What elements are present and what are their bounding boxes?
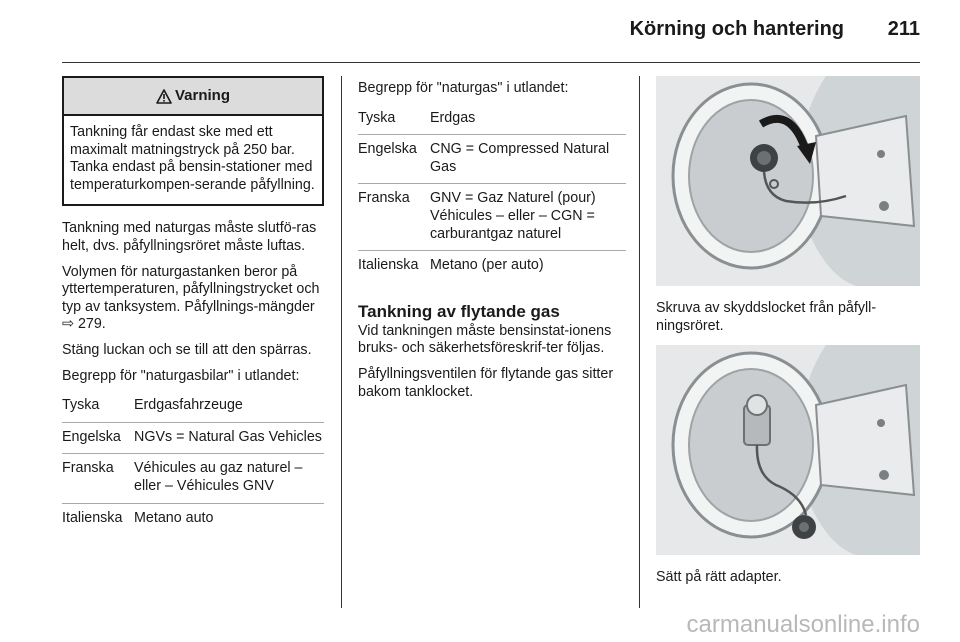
image-caption: Sätt på rätt adapter. (656, 569, 782, 586)
section-heading: Tankning av flytande gas (358, 301, 560, 321)
table-row (358, 135, 626, 184)
language-cell: Franska (62, 460, 114, 477)
language-cell: Tyska (62, 397, 100, 414)
table-caption: Begrepp för "naturgasbilar" i utlandet: (62, 367, 300, 384)
page-number: 211 (887, 18, 920, 40)
image-caption: Skruva av skyddslocket från påfyll-ningsröret. (656, 300, 877, 334)
adapter-fitting-image (656, 345, 920, 555)
column-left (62, 76, 324, 534)
term-cell: Véhicules au gaz naturel – eller – Véhicules GNV (134, 460, 303, 494)
table-row (62, 454, 324, 503)
language-cell: Tyska (358, 109, 396, 126)
language-cell: Engelska (62, 428, 121, 445)
term-cell: Erdgasfahrzeuge (134, 397, 243, 414)
term-cell: Metano (per auto) (430, 257, 544, 274)
page-header-title: Körning och hantering (629, 18, 844, 40)
term-cell: NGVs = Natural Gas Vehicles (134, 428, 322, 445)
watermark: carmanualsonline.info (686, 611, 920, 638)
table-row (358, 184, 626, 251)
language-cell: Italienska (62, 509, 123, 526)
table-row (62, 504, 324, 535)
terms-table-vehicles (62, 391, 324, 534)
paragraph: Stäng luckan och se till att den spärras. (62, 341, 312, 358)
paragraph: Tankning med naturgas måste slutfö-ras helt, dvs. påfyllningsröret måste luftas. (62, 220, 317, 254)
paragraph: Påfyllningsventilen för flytande gas sitter bakom tanklocket. (358, 365, 614, 400)
paragraph: Vid tankningen måste bensinstat-ionens bruks- och säkerhetsföreskrif-ter följas. (358, 322, 612, 357)
table-row (358, 104, 626, 136)
term-cell: GNV = Gaz Naturel (pour) Véhicules – eller – CGN = carburantgaz naturel (430, 190, 596, 242)
table-row (62, 423, 324, 455)
header-rule (62, 62, 920, 63)
table-caption: Begrepp för "naturgas" i utlandet: (358, 80, 569, 96)
terms-table-gas (358, 104, 626, 282)
warning-box (62, 76, 324, 206)
warning-triangle-icon (156, 89, 172, 104)
column-right (656, 76, 920, 587)
column-middle (358, 76, 626, 401)
term-cell: CNG = Compressed Natural Gas (430, 141, 610, 175)
table-row (358, 251, 626, 282)
warning-text: Tankning får endast ske med ett maximalt matningstryck på 250 bar. Tanka endast på bensin-stationer med temperaturkompen-serande påfyllning. (70, 124, 315, 193)
paragraph: Volymen för naturgastanken beror på yttertemperaturen, påfyllningstrycket och typ av tanksystem. Påfyllnings-mängder ⇨ 279. (62, 263, 320, 333)
language-cell: Franska (358, 190, 410, 207)
column-divider (639, 76, 640, 608)
warning-header (64, 78, 322, 116)
table-row (62, 391, 324, 423)
term-cell: Erdgas (430, 109, 476, 126)
language-cell: Engelska (358, 141, 417, 158)
fuel-filler-cap-removal-image (656, 76, 920, 286)
language-cell: Italienska (358, 257, 419, 274)
column-divider (341, 76, 342, 608)
term-cell: Metano auto (134, 509, 214, 526)
warning-title: Varning (174, 87, 230, 105)
